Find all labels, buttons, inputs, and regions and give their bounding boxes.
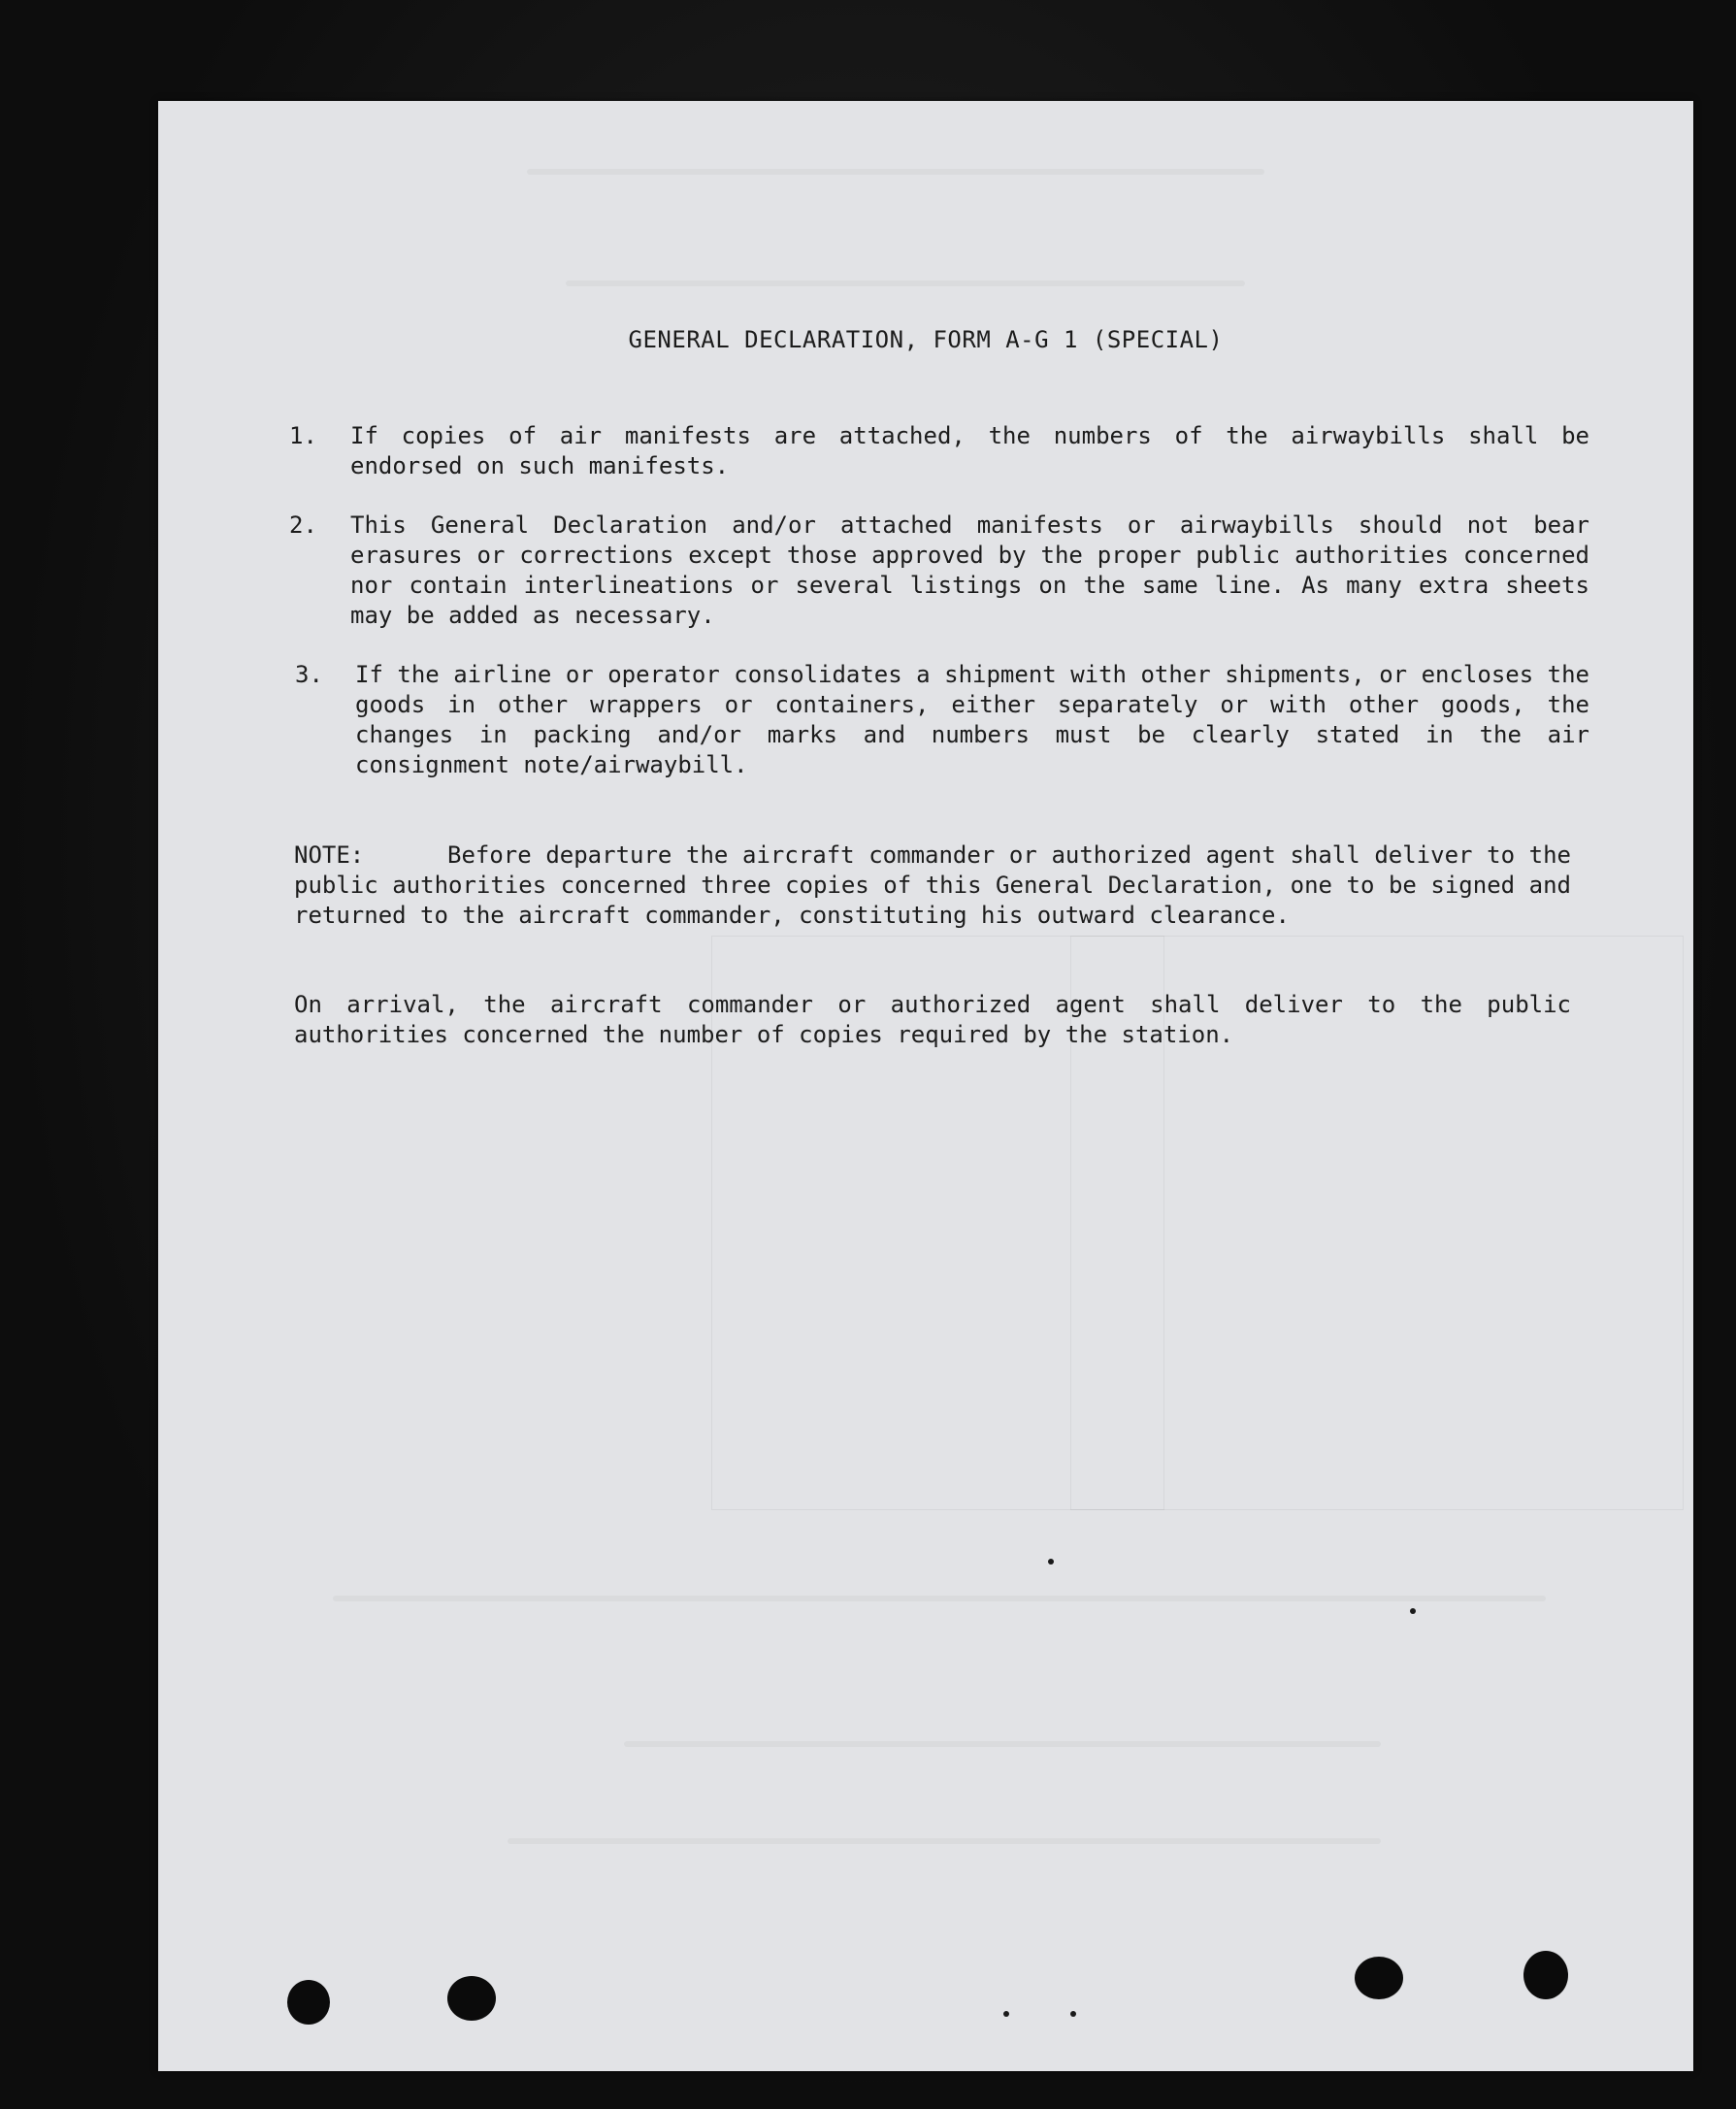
instruction-item-1 [289,421,1589,481]
document-title: GENERAL DECLARATION, FORM A-G 1 (SPECIAL) [628,326,1224,353]
punch-hole [1355,1957,1403,1999]
document-page [158,101,1693,2071]
item-number: 3. [295,661,323,688]
arrival-paragraph: On arrival, the aircraft commander or authorized agent shall deliver to the public authorities concerned the number of copies required by the station. [294,991,1571,1048]
item-text: This General Declaration and/or attached manifests or airwaybills should not bear erasures or corrections except those approved by the proper public authorities concerned nor contain interlineations or several listings on the same line. As many extra sheets may be added as necessary. [350,511,1589,629]
bleed-through-line [527,169,1264,175]
ink-speck [1003,2011,1009,2017]
ink-speck [1048,1559,1054,1565]
bleed-through-line [508,1838,1381,1844]
bleed-through-line [566,280,1245,286]
note-paragraph [294,840,1571,931]
bleed-through-line [333,1596,1546,1601]
item-number: 1. [289,422,317,449]
bleed-through-line [624,1741,1381,1747]
instruction-item-2 [289,511,1589,631]
punch-hole [287,1980,330,2025]
punch-hole [447,1976,496,2021]
note-text: Before departure the aircraft commander or authorized agent shall deliver to the public authorities concerned three copies of this General Declaration, one to be signed and returned to the aircraft commander, constituting his outward clearance. [294,841,1571,929]
note-label: NOTE: [294,841,365,869]
instruction-item-3 [289,660,1589,780]
punch-hole [1523,1951,1568,1999]
item-text: If copies of air manifests are attached, the numbers of the airwaybills shall be endorsed on such manifests. [350,422,1589,479]
ink-speck [1070,2011,1076,2017]
item-text: If the airline or operator consolidates a shipment with other shipments, or encloses the goods in other wrappers or containers, either separately or with other goods, the changes in packing and/or marks and numbers must be clearly stated in the air consignment note/airwaybill. [355,661,1589,778]
ink-speck [1410,1608,1416,1614]
item-number: 2. [289,511,317,539]
